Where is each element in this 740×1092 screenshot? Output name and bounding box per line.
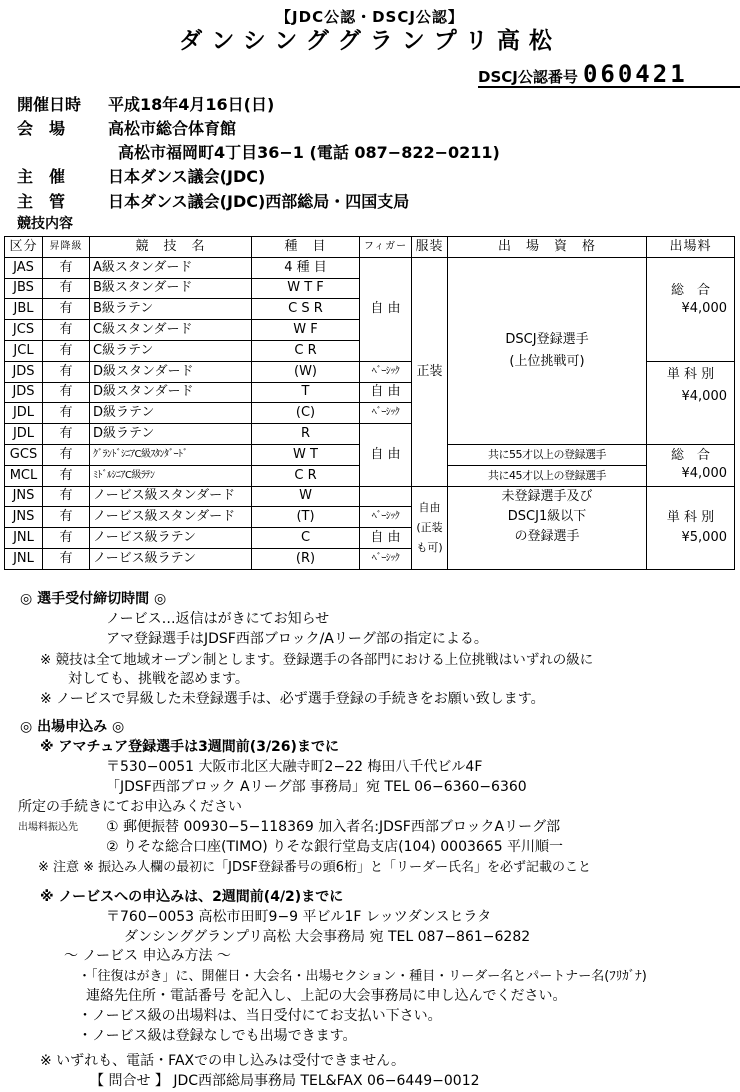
dress-free-line2: (正装 (416, 520, 443, 534)
method-line-4: ・ノービス級は登録なしでも出場できます。 (78, 1028, 357, 1044)
dress-free-cell (412, 486, 448, 569)
rule-1a: ※ 競技は全て地域オープン制とします。登録選手の各部門における上位挑戦はいずれの級に (40, 652, 594, 668)
rule-2: ※ ノービスで昇級した未登録選手は、必ず選手登録の手続きをお願い致します。 (40, 691, 545, 707)
figure-free-cell: 自 由 (360, 382, 412, 403)
row-class: JBS (5, 278, 43, 299)
row-promotion: 有 (43, 382, 90, 403)
header-dances: 種 目 (252, 237, 360, 258)
row-event: ノービス級スタンダード (90, 507, 252, 528)
row-class: JDL (5, 424, 43, 445)
transfer-label: 出場料振込先 (18, 822, 78, 833)
row-class: MCL (5, 465, 43, 486)
row-class: JDL (5, 403, 43, 424)
rule-1b: 対しても、挑戦を認めます。 (68, 671, 249, 687)
venue-label: 会 場 (17, 119, 66, 138)
novice-line-3: ダンシンググランプリ高松 大会事務局 宛 TEL 087−861−6282 (124, 929, 531, 945)
organizer-value: 日本ダンス議会(JDC)西部総局・四国支局 (108, 192, 410, 211)
amateur-line-2: 〒530−0051 大阪市北区大融寺町2−22 梅田八千代ビル4F (106, 759, 483, 775)
row-event: ｸﾞﾗﾝﾄﾞｼﾆｱC級ｽﾀﾝﾀﾞｰﾄﾞ (90, 444, 252, 465)
row-event: B級ラテン (90, 299, 252, 320)
row-event: D級スタンダード (90, 382, 252, 403)
registration-label: DSCJ公認番号 (478, 68, 578, 86)
registration-number-block (478, 60, 688, 88)
row-event: ノービス級ラテン (90, 548, 252, 569)
deadline-heading: ◎ 選手受付締切時間 ◎ (20, 591, 167, 607)
row-class: JNL (5, 548, 43, 569)
row-dances: C S R (252, 299, 360, 320)
row-class: JCS (5, 320, 43, 341)
row-dances: (T) (252, 507, 360, 528)
row-event: A級スタンダード (90, 257, 252, 278)
final-note: ※ いずれも、電話・FAXでの申し込みは受付できません。 (40, 1053, 405, 1069)
fee-novice-amount: ¥5,000 (681, 529, 727, 545)
row-dances: (R) (252, 548, 360, 569)
header-fee: 出場料 (647, 237, 735, 258)
transfer-line-1: ① 郵便振替 00930−5−118369 加入者名:JDSF西部ブロックAリーグ部 (106, 819, 561, 835)
fee-novice-cell (647, 486, 735, 569)
figure-free-cell: 自 由 (360, 257, 412, 361)
header-promotion: 昇降級 (43, 237, 90, 258)
qualification-novice-cell (448, 486, 647, 569)
fee-senior-cell (647, 444, 735, 486)
row-event: B級スタンダード (90, 278, 252, 299)
figure-basic-cell: ﾍﾞｰｼｯｸ (360, 361, 412, 382)
header-dress: 服装 (412, 237, 448, 258)
method-line-3: ・ノービス級の出場料は、当日受付にてお支払い下さい。 (78, 1008, 442, 1024)
row-promotion: 有 (43, 507, 90, 528)
header-figure: フィガー (360, 237, 412, 258)
qualification-gcs-cell: 共に55才以上の登録選手 (448, 444, 647, 465)
row-class: JNL (5, 528, 43, 549)
row-event: D級ラテン (90, 424, 252, 445)
table-row (5, 257, 735, 278)
method-line-1: ・「往復はがき」に、開催日・大会名・出場セクション・種目・リーダー名とパートナー名(ﾌﾘｶﾞﾅ) (78, 969, 647, 984)
table-row (5, 486, 735, 507)
novice-line-1: ※ ノービスへの申込みは、2週間前(4/2)までに (40, 889, 344, 905)
transfer-line-2: ② りそな総合口座(TIMO) りそな銀行堂島支店(104) 0003665 平川順一 (106, 839, 564, 855)
fee-total-label: 総 合 (670, 282, 710, 298)
amateur-line-1: ※ アマチュア登録選手は3週間前(3/26)までに (40, 739, 339, 755)
dress-formal-cell: 正装 (412, 257, 448, 486)
row-dances: R (252, 424, 360, 445)
qualification-main-line2: (上位挑戦可) (509, 353, 585, 369)
row-dances: (W) (252, 361, 360, 382)
date-value: 平成18年4月16日(日) (108, 95, 275, 114)
row-promotion: 有 (43, 340, 90, 361)
row-class: JDS (5, 382, 43, 403)
row-promotion: 有 (43, 361, 90, 382)
fee-total-amount: ¥4,000 (681, 300, 727, 316)
row-class: GCS (5, 444, 43, 465)
row-class: JDS (5, 361, 43, 382)
qualification-novice-line2: DSCJ1級以下 (507, 508, 587, 524)
figure-free-cell: 自 由 (360, 424, 412, 486)
apply-heading: ◎ 出場申込み ◎ (20, 719, 125, 735)
host-label: 主 催 (17, 167, 66, 186)
row-dances: W T (252, 444, 360, 465)
fee-senior-label: 総 合 (670, 448, 710, 464)
document-title: ダンシンググランプリ高松 (179, 28, 561, 54)
competition-table (4, 236, 735, 570)
figure-basic-cell: ﾍﾞｰｼｯｸ (360, 507, 412, 528)
fee-novice-label: 単 科 別 (666, 509, 715, 525)
row-class: JNS (5, 486, 43, 507)
registration-underline (478, 86, 740, 88)
row-event: D級ラテン (90, 403, 252, 424)
document-top-line: 【JDC公認・DSCJ公認】 (276, 8, 464, 26)
row-class: JBL (5, 299, 43, 320)
header-event: 競 技 名 (90, 237, 252, 258)
qualification-main-cell (448, 257, 647, 444)
figure-blank-cell (360, 486, 412, 507)
row-promotion: 有 (43, 403, 90, 424)
venue-value: 高松市総合体育館 (108, 119, 237, 138)
row-event: ﾐﾄﾞﾙｼﾆｱC級ﾗﾃﾝ (90, 465, 252, 486)
deadline-line-1: ノービス…返信はがきにてお知らせ (106, 611, 330, 627)
qualification-novice-line3: の登録選手 (514, 528, 580, 544)
caution-line: ※ 注意 ※ 振込み人欄の最初に「JDSF登録番号の頭6桁」と「リーダー氏名」を必ず記載のこと (38, 860, 592, 875)
organizer-label: 主 管 (17, 192, 66, 211)
header-qualification: 出 場 資 格 (448, 237, 647, 258)
row-event: ノービス級スタンダード (90, 486, 252, 507)
fee-single-label: 単 科 別 (666, 366, 715, 382)
row-class: JCL (5, 340, 43, 361)
row-promotion: 有 (43, 548, 90, 569)
fee-total-cell (647, 257, 735, 361)
row-promotion: 有 (43, 299, 90, 320)
fee-single-cell (647, 361, 735, 444)
dress-free-line1: 自由 (418, 500, 441, 514)
qualification-main-line1: DSCJ登録選手 (505, 331, 589, 347)
row-promotion: 有 (43, 465, 90, 486)
row-promotion: 有 (43, 257, 90, 278)
row-class: JAS (5, 257, 43, 278)
fee-senior-amount: ¥4,000 (681, 466, 727, 482)
row-event: ノービス級ラテン (90, 528, 252, 549)
figure-free-cell: 自 由 (360, 528, 412, 549)
row-event: C級スタンダード (90, 320, 252, 341)
row-dances: C (252, 528, 360, 549)
venue-address: 高松市福岡町4丁目36−1 (電話 087−822−0211) (118, 143, 500, 162)
row-promotion: 有 (43, 424, 90, 445)
amateur-line-3: 「JDSF西部ブロック Aリーグ部 事務局」宛 TEL 06−6360−6360 (106, 779, 527, 795)
deadline-line-2: アマ登録選手はJDSF西部ブロック/Aリーグ部の指定による。 (106, 631, 488, 647)
row-dances: C R (252, 340, 360, 361)
row-promotion: 有 (43, 320, 90, 341)
header-class: 区分 (5, 237, 43, 258)
figure-basic-cell: ﾍﾞｰｼｯｸ (360, 403, 412, 424)
host-value: 日本ダンス議会(JDC) (108, 167, 266, 186)
contents-label: 競技内容 (17, 216, 73, 232)
row-promotion: 有 (43, 444, 90, 465)
registration-number: 060421 (582, 60, 688, 88)
qualification-mcl-cell: 共に45才以上の登録選手 (448, 465, 647, 486)
row-dances: T (252, 382, 360, 403)
row-event: D級スタンダード (90, 361, 252, 382)
qualification-novice-line1: 未登録選手及び (501, 488, 593, 504)
row-dances: W F (252, 320, 360, 341)
table-header-row (5, 237, 735, 258)
novice-line-2: 〒760−0053 高松市田町9−9 平ビル1F レッツダンスヒラタ (106, 909, 492, 925)
date-label: 開催日時 (17, 95, 82, 114)
fee-single-amount: ¥4,000 (681, 388, 727, 404)
figure-basic-cell: ﾍﾞｰｼｯｸ (360, 548, 412, 569)
row-dances: W (252, 486, 360, 507)
row-event: C級ラテン (90, 340, 252, 361)
row-dances: W T F (252, 278, 360, 299)
amateur-line-4: 所定の手続きにてお申込みください (18, 799, 242, 815)
row-class: JNS (5, 507, 43, 528)
row-promotion: 有 (43, 528, 90, 549)
row-promotion: 有 (43, 278, 90, 299)
novice-method-heading: 〜 ノービス 申込み方法 〜 (64, 948, 231, 964)
row-dances: (C) (252, 403, 360, 424)
method-line-2: 連絡先住所・電話番号 を記入し、上記の大会事務局に申し込んでください。 (86, 988, 567, 1004)
dress-free-line3: も可) (416, 540, 443, 554)
row-dances: 4 種 目 (252, 257, 360, 278)
contact-line: 【 問合せ 】 JDC西部総局事務局 TEL&FAX 06−6449−0012 (90, 1073, 480, 1089)
row-promotion: 有 (43, 486, 90, 507)
row-dances: C R (252, 465, 360, 486)
